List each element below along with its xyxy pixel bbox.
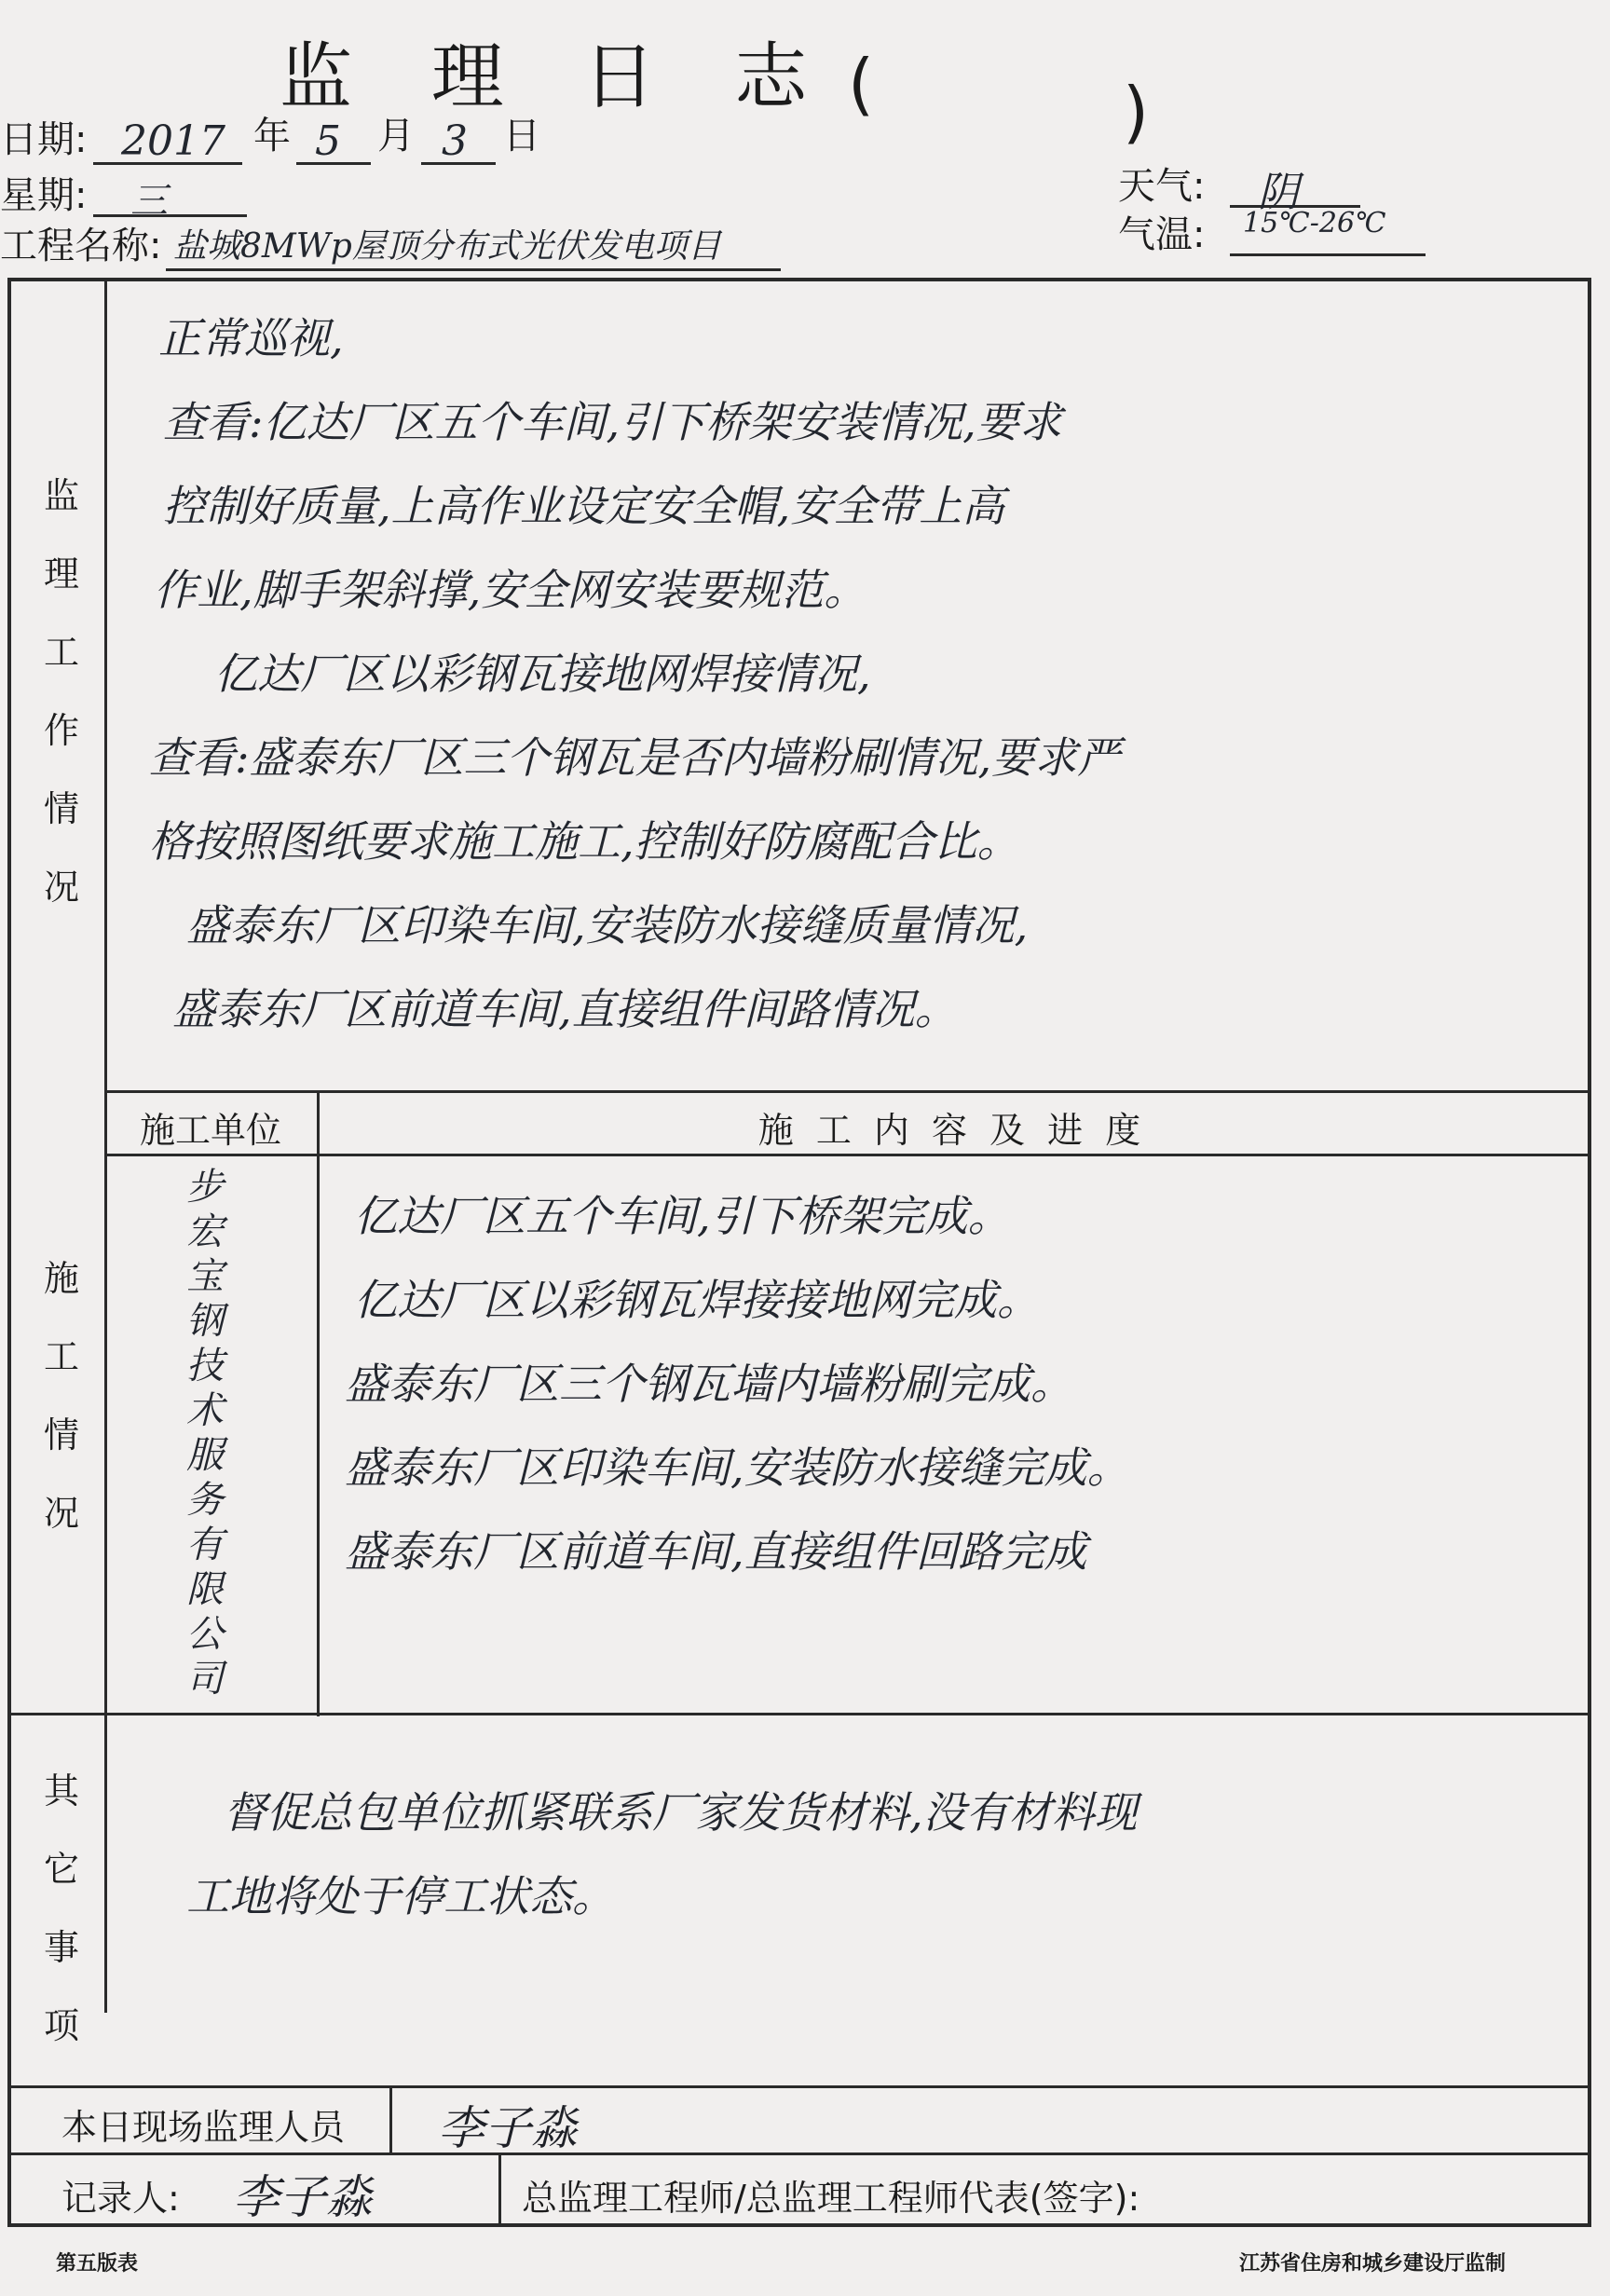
weekday-value: 三: [130, 180, 168, 223]
divider-footer-rows: [9, 2152, 1590, 2155]
weekday-label: 星期:: [0, 174, 88, 217]
supervision-line: 盛泰东厂区印染车间,安装防水接缝质量情况,: [186, 900, 1029, 950]
construction-label: [34, 1239, 89, 1552]
divider-construction-header: [104, 1154, 1590, 1156]
weather-value: 阴: [1258, 169, 1299, 216]
construction-line: 盛泰东厂区三个钢瓦墙内墙粉刷完成。: [345, 1359, 1073, 1409]
construction-unit-divider: [317, 1092, 320, 1716]
temperature-value: 15℃-26℃: [1243, 207, 1386, 239]
project-value: 盐城8MWp屋顶分布式光伏发电项目: [173, 227, 721, 266]
edition-label: 第五版表: [56, 2252, 139, 2276]
onsite-divider: [389, 2087, 392, 2152]
onsite-staff-signature: 李子淼: [438, 2101, 578, 2155]
date-year-value: 2017: [121, 117, 225, 165]
supervision-label-char: 作: [43, 710, 79, 751]
other-matters-content: [186, 1770, 1565, 1938]
title-text: 监 理 日 志: [280, 35, 836, 119]
supervision-line: 亿达厂区以彩钢瓦接地网焊接情况,: [214, 649, 871, 699]
other-line: 工地将处于停工状态。: [186, 1871, 615, 1921]
onsite-staff-label: 本日现场监理人员: [61, 2107, 346, 2148]
supervision-line: 查看:盛泰东厂区三个钢瓦是否内墙粉刷情况,要求严: [149, 732, 1121, 783]
date-month-value: 5: [315, 117, 341, 165]
weather-label: 天气:: [1118, 165, 1206, 208]
divider-work-construction: [104, 1090, 1590, 1093]
chief-engineer-label: 总监理工程师/总监理工程师代表(签字):: [522, 2178, 1140, 2219]
date-month-field: [296, 117, 371, 165]
supervision-label-char: 监: [43, 475, 79, 516]
weather-field: [1230, 158, 1360, 216]
title-paren-close: ): [1123, 73, 1150, 151]
month-unit: 月: [377, 115, 415, 157]
construction-label-char: 况: [43, 1493, 79, 1534]
other-label-char: 其: [43, 1770, 79, 1811]
other-line: 督促总包单位抓紧联系厂家发货材料,没有材料现: [224, 1787, 1138, 1838]
year-unit: 年: [253, 115, 291, 157]
recorder-divider: [498, 2154, 501, 2227]
construction-line: 盛泰东厂区印染车间,安装防水接缝完成。: [345, 1442, 1130, 1493]
project-label: 工程名称:: [0, 225, 162, 267]
supervision-label-char: 况: [43, 867, 79, 908]
date-year-field: [93, 117, 242, 165]
other-label-char: 它: [43, 1849, 79, 1890]
supervision-line: 作业,脚手架斜撑,安全网安装要规范。: [154, 565, 867, 615]
construction-line: 盛泰东厂区前道车间,直接组件回路完成: [345, 1526, 1087, 1577]
recorder-signature: 李子淼: [233, 2170, 373, 2224]
supervision-label-char: 工: [43, 632, 79, 673]
supervision-line: 格按照图纸要求施工施工,控制好防腐配合比。: [149, 816, 1020, 867]
date-label: 日期:: [0, 118, 88, 161]
supervision-work-content: [149, 296, 1565, 1051]
project-field: [166, 220, 781, 271]
construction-line: 亿达厂区以彩钢瓦焊接接地网完成。: [354, 1275, 1040, 1325]
supervision-line: 正常巡视,: [158, 313, 344, 363]
page-title: [280, 19, 1304, 121]
title-paren-open: (: [848, 45, 875, 123]
recorder-label: 记录人:: [61, 2178, 180, 2219]
construction-content: [345, 1174, 1575, 1593]
weekday-field: [93, 171, 247, 223]
construction-unit-header: 施工单位: [139, 1110, 281, 1151]
construction-unit-name: 步宏宝钢技术服务有限公司: [186, 1166, 224, 1701]
other-matters-label: [34, 1752, 89, 2065]
date-day-value: 3: [442, 117, 468, 165]
temperature-label: 气温:: [1118, 213, 1206, 256]
supervision-label-char: 理: [43, 554, 79, 594]
construction-label-char: 施: [43, 1258, 79, 1299]
divider-construction-other: [9, 1713, 1590, 1715]
supervision-label-char: 情: [43, 788, 79, 829]
construction-label-char: 情: [43, 1414, 79, 1456]
construction-label-char: 工: [43, 1336, 79, 1377]
other-label-char: 事: [43, 1927, 79, 1968]
authority-label: 江苏省住房和城乡建设厅监制: [1239, 2252, 1507, 2276]
divider-other-footer: [9, 2085, 1590, 2088]
supervision-line: 查看:亿达厂区五个车间,引下桥架安装情况,要求: [163, 397, 1062, 447]
other-label-char: 项: [43, 2005, 79, 2046]
construction-line: 亿达厂区五个车间,引下桥架完成。: [354, 1191, 1011, 1241]
temperature-field: [1230, 207, 1426, 256]
supervision-line: 盛泰东厂区前道车间,直接组件间路情况。: [172, 984, 958, 1034]
construction-content-header: 施 工 内 容 及 进 度: [757, 1110, 1147, 1151]
supervision-work-label: [34, 457, 89, 926]
day-unit: 日: [503, 115, 540, 157]
date-day-field: [421, 117, 496, 165]
supervision-line: 控制好质量,上高作业设定安全帽,安全带上高: [163, 481, 1005, 531]
